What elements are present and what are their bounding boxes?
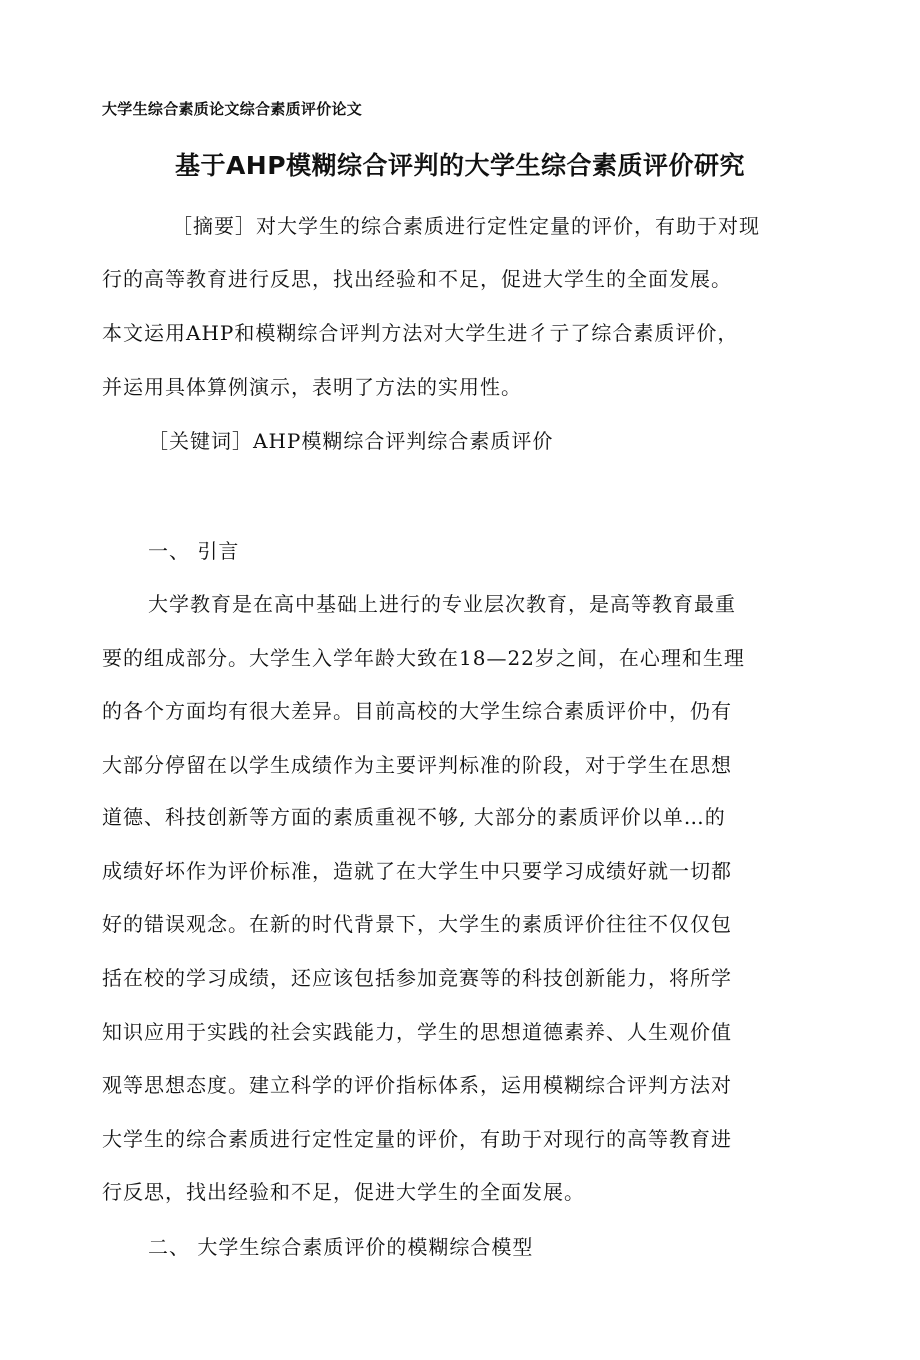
abstract-line: 本文运用AHP和模糊综合评判方法对大学生进彳亍了综合素质评价，	[102, 321, 739, 345]
body-line: 大部分停留在以学生成绩作为主要评判标准的阶段，对于学生在思想	[102, 753, 732, 777]
body-line: 观等思想态度。建立科学的评价指标体系，运用模糊综合评判方法对	[102, 1073, 732, 1097]
body-line: 大学教育是在高中基础上进行的专业层次教育，是高等教育最重	[148, 592, 736, 616]
section-heading: 二、 大学生综合素质评价的模糊综合模型	[148, 1235, 534, 1259]
section-heading: 一、 引言	[148, 539, 240, 563]
paper-title: 基于AHP模糊综合评判的大学生综合素质评价研究	[174, 151, 746, 180]
body-line: 括在校的学习成绩，还应该包括参加竞赛等的科技创新能力，将所学	[102, 966, 732, 990]
body-line: 的各个方面均有很大差异。目前高校的大学生综合素质评价中，仍有	[102, 699, 732, 723]
abstract-line: ［摘要］对大学生的综合素质进行定性定量的评价，有助于对现	[172, 214, 760, 238]
body-line: 行反思，找出经验和不足，促进大学生的全面发展。	[102, 1180, 585, 1204]
body-line: 知识应用于实践的社会实践能力，学生的思想道德素养、人生观价值	[102, 1020, 732, 1044]
body-line: 道德、科技创新等方面的素质重视不够, 大部分的素质评价以单…的	[102, 805, 726, 829]
running-header: 大学生综合素质论文综合素质评价论文	[102, 100, 363, 118]
body-line: 大学生的综合素质进行定性定量的评价，有助于对现行的高等教育进	[102, 1127, 732, 1151]
body-line: 成绩好坏作为评价标准，造就了在大学生中只要学习成绩好就一切都	[102, 859, 732, 883]
abstract-line: 行的高等教育进行反思，找出经验和不足，促进大学生的全面发展。	[102, 267, 732, 291]
body-line: 要的组成部分。大学生入学年龄大致在18—22岁之间，在心理和生理	[102, 646, 745, 670]
abstract-line: 并运用具体算例演示，表明了方法的实用性。	[102, 375, 522, 399]
body-line: 好的错误观念。在新的时代背景下，大学生的素质评价往往不仅仅包	[102, 912, 732, 936]
keywords-line: ［关键词］AHP模糊综合评判综合素质评价	[148, 429, 554, 453]
